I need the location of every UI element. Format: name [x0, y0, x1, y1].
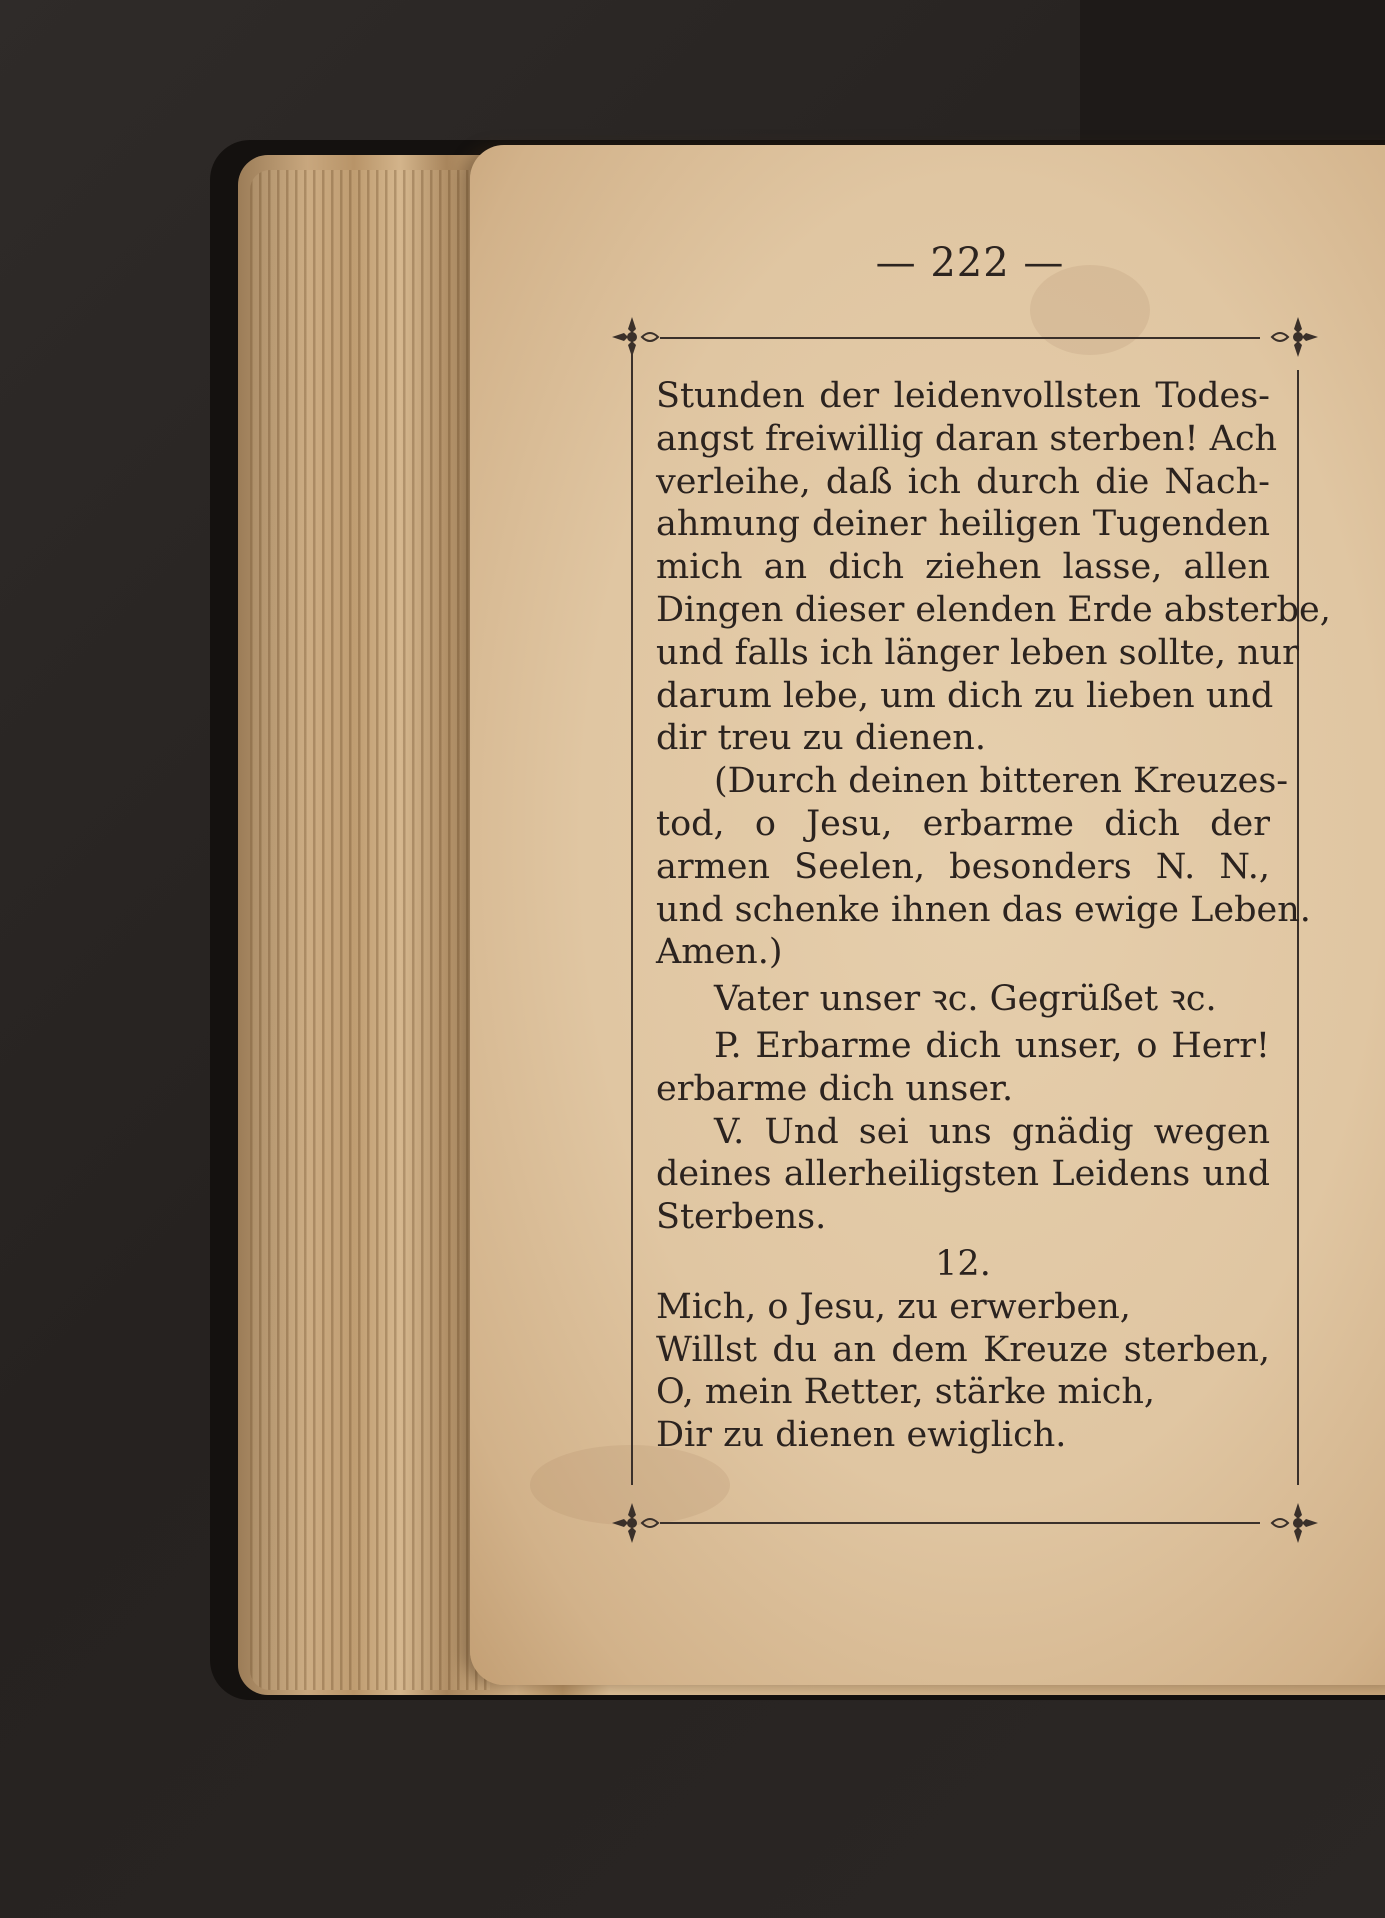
text-line: Dingen dieser elenden Erde absterbe,	[656, 589, 1331, 630]
verse-line: Mich, o Jesu, zu erwerben,	[656, 1286, 1131, 1327]
text-line: mich an dich ziehen lasse, allen	[656, 547, 1270, 588]
background-shadow	[1080, 0, 1385, 150]
page-edges	[250, 170, 490, 1690]
text-line: Amen.)	[656, 932, 783, 973]
text-line: und falls ich länger leben sollte, nur	[656, 632, 1299, 673]
text-line: dir treu zu dienen.	[656, 718, 986, 759]
text-line: angst freiwillig daran sterben! Ach	[656, 418, 1278, 459]
text-line: Sterbens.	[656, 1197, 827, 1238]
text-line: (Durch deinen bitteren Kreuzes-	[714, 761, 1289, 802]
text-line: und schenke ihnen das ewige Leben.	[656, 889, 1311, 930]
page-number: — 222 —	[875, 240, 1065, 286]
text-line: V. Und sei uns gnädig wegen	[714, 1111, 1270, 1152]
text-line: ahmung deiner heiligen Tugenden	[656, 504, 1270, 545]
fleur-de-lis-corner-icon	[1260, 315, 1320, 375]
verse-line: Dir zu dienen ewiglich.	[656, 1415, 1067, 1456]
text-line: P. Erbarme dich unser, o Herr!	[714, 1025, 1270, 1066]
fleur-de-lis-corner-icon	[610, 315, 670, 375]
text-line: verleihe, daß ich durch die Nach-	[656, 461, 1270, 502]
text-line: armen Seelen, besonders N. N.,	[656, 846, 1270, 887]
page-text	[656, 375, 1331, 1457]
text-line: tod, o Jesu, erbarme dich der	[656, 803, 1270, 844]
fleur-de-lis-corner-icon	[610, 1485, 670, 1545]
verse-line: O, mein Retter, stärke mich,	[656, 1372, 1156, 1413]
fleur-de-lis-corner-icon	[1260, 1485, 1320, 1545]
text-line: erbarme dich unser.	[656, 1068, 1014, 1109]
text-line: deines allerheiligsten Leidens und	[656, 1154, 1270, 1195]
text-line: Vater unser ꝛc. Gegrüßet ꝛc.	[714, 979, 1217, 1020]
verse-line: Willst du an dem Kreuze sterben,	[656, 1329, 1270, 1370]
hymn-number: 12.	[935, 1243, 991, 1284]
text-line: Stunden der leidenvollsten Todes-	[656, 376, 1270, 416]
text-line: darum lebe, um dich zu lieben und	[656, 675, 1274, 716]
